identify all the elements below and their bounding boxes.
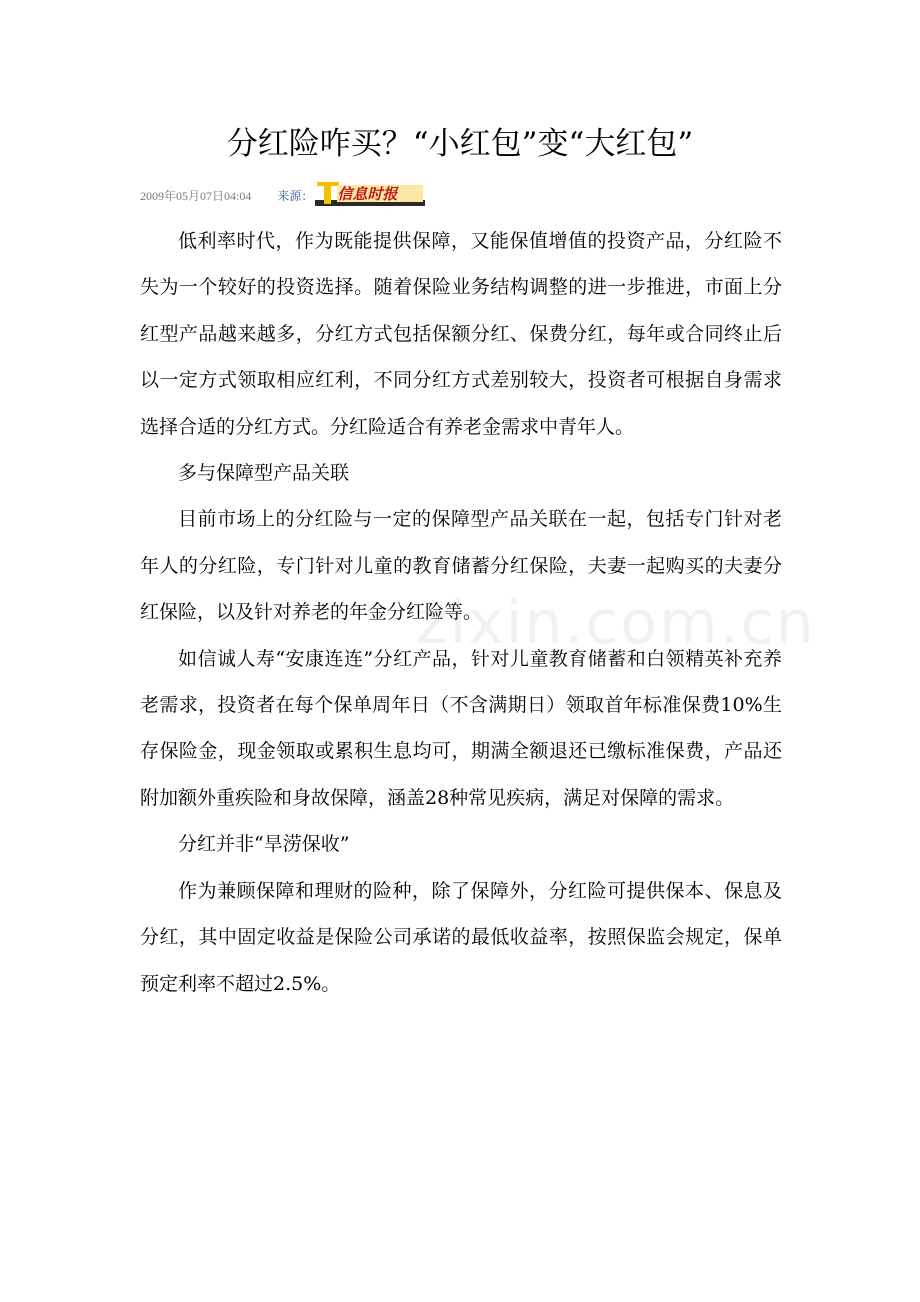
source-label: 来源：: [277, 188, 314, 203]
section-heading: 分红并非“旱涝保收”: [178, 833, 350, 856]
article-body: [140, 218, 782, 1007]
paragraph: 作为兼顾保障和理财的险种，除了保障外，分红险可提供保本、保息及分红，其中固定收益是保险公司承诺的最低收益率，按照保监会规定，保单预定利率不超过2.5%。: [140, 879, 782, 995]
section-heading: 多与保障型产品关联: [178, 462, 350, 485]
paragraph: 目前市场上的分红险与一定的保障型产品关联在一起，包括专门针对老年人的分红险，专门针对儿童的教育储蓄分红保险，夫妻一起购买的夫妻分红保险，以及针对养老的年金分红险等。: [140, 508, 782, 624]
watermark: zixin.com.cn: [416, 588, 816, 658]
article-meta: [140, 180, 425, 210]
publish-date: 2009年05月07日04:04: [140, 188, 252, 203]
source-logo-text: 信息时报: [337, 185, 398, 203]
article-title: 分红险咋买？“小红包”变“大红包”: [226, 126, 694, 162]
paragraph: 如信诚人寿“安康连连”分红产品，针对儿童教育储蓄和白领精英补充养老需求，投资者在每个保单周年日（不含满期日）领取首年标准保费10%生存保险金，现金领取或累积生息均可，期满全额退还已缴标准保费，产品还附加额外重疾险和身故保障，涵盖28种常见疾病，满足对保障的需求。: [140, 647, 782, 809]
paragraph: 低利率时代，作为既能提供保障，又能保值增值的投资产品，分红险不失为一个较好的投资选择。随着保险业务结构调整的进一步推进，市面上分红型产品越来越多，分红方式包括保额分红、保费分红，每年或合同终止后以一定方式领取相应红利，不同分红方式差别较大，投资者可根据自身需求选择合适的分红方式。分红险适合有养老金需求中青年人。: [140, 230, 782, 438]
source-logo: [315, 182, 425, 208]
